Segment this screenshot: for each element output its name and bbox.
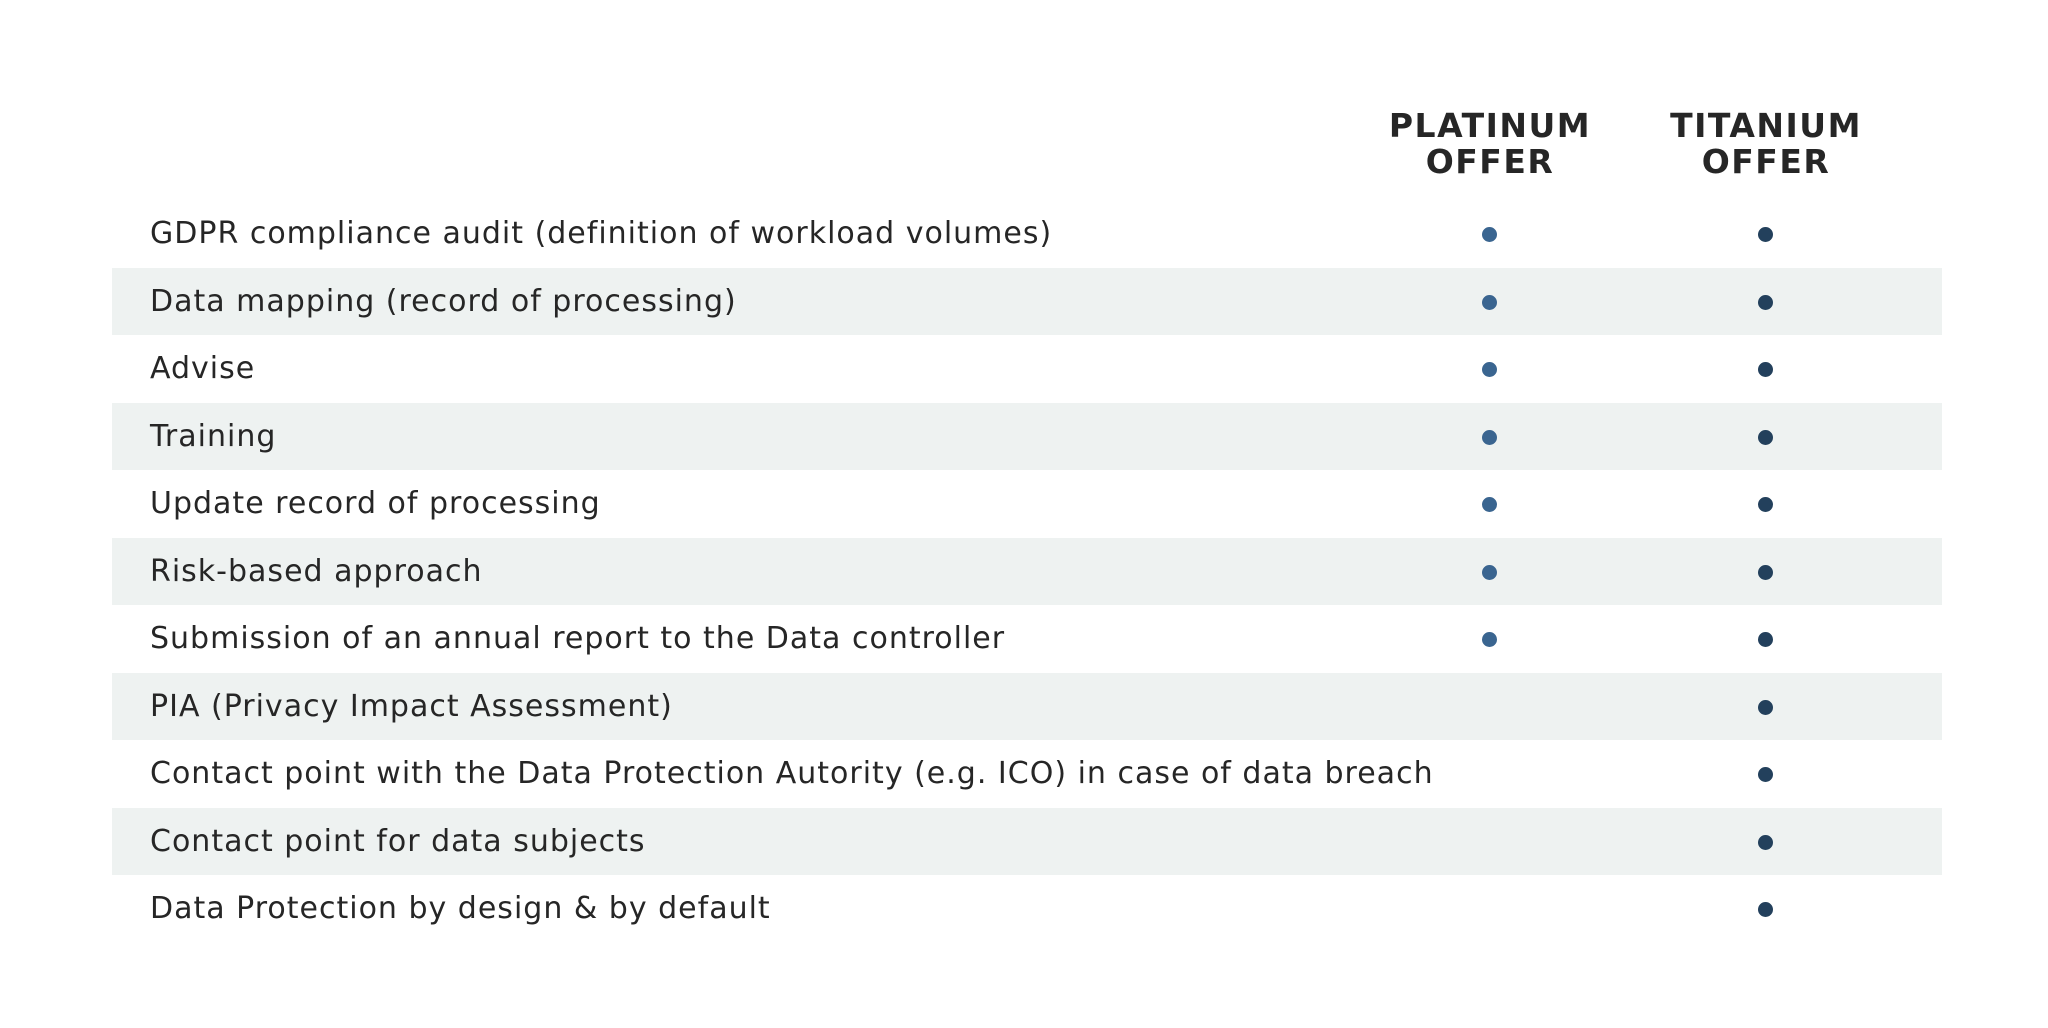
feature-label: Data mapping (record of processing) (150, 283, 737, 319)
table-row (112, 875, 1942, 943)
platinum-header-line1: PLATINUM (1388, 106, 1592, 145)
table-row (112, 200, 1942, 268)
platinum-included-dot-icon (1482, 497, 1497, 512)
feature-comparison-table (112, 200, 1942, 943)
feature-label: Update record of processing (150, 486, 601, 521)
platinum-included-dot-icon (1482, 227, 1497, 242)
table-row (112, 268, 1942, 336)
titanium-header-line1: TITANIUM (1670, 106, 1862, 145)
feature-label: Advise (150, 351, 256, 386)
titanium-included-dot-icon (1758, 565, 1773, 580)
table-row (112, 403, 1942, 471)
feature-label: PIA (Privacy Impact Assessment) (150, 688, 673, 724)
table-row (112, 335, 1942, 403)
platinum-included-dot-icon (1482, 430, 1497, 445)
feature-label: Data Protection by design & by default (150, 891, 771, 926)
table-row (112, 673, 1942, 741)
platinum-header-line2: OFFER (1425, 142, 1555, 181)
titanium-included-dot-icon (1758, 295, 1773, 310)
table-row (112, 538, 1942, 606)
feature-label: GDPR compliance audit (definition of workload volumes) (150, 216, 1053, 251)
table-row (112, 470, 1942, 538)
titanium-included-dot-icon (1758, 835, 1773, 850)
titanium-included-dot-icon (1758, 362, 1773, 377)
table-row (112, 808, 1942, 876)
platinum-included-dot-icon (1482, 295, 1497, 310)
platinum-offer-header (1360, 108, 1620, 180)
platinum-included-dot-icon (1482, 362, 1497, 377)
table-row (112, 605, 1942, 673)
titanium-included-dot-icon (1758, 632, 1773, 647)
titanium-included-dot-icon (1758, 430, 1773, 445)
titanium-included-dot-icon (1758, 767, 1773, 782)
platinum-included-dot-icon (1482, 632, 1497, 647)
titanium-included-dot-icon (1758, 700, 1773, 715)
titanium-header-line2: OFFER (1701, 142, 1831, 181)
titanium-included-dot-icon (1758, 227, 1773, 242)
titanium-included-dot-icon (1758, 902, 1773, 917)
feature-label: Contact point for data subjects (150, 823, 646, 859)
titanium-included-dot-icon (1758, 497, 1773, 512)
feature-label: Contact point with the Data Protection Autority (e.g. ICO) in case of data breach (150, 756, 1434, 791)
feature-label: Training (150, 418, 277, 454)
feature-label: Risk-based approach (150, 553, 483, 589)
table-row (112, 740, 1942, 808)
titanium-offer-header (1636, 108, 1896, 180)
feature-label: Submission of an annual report to the Data controller (150, 621, 1006, 656)
platinum-included-dot-icon (1482, 565, 1497, 580)
